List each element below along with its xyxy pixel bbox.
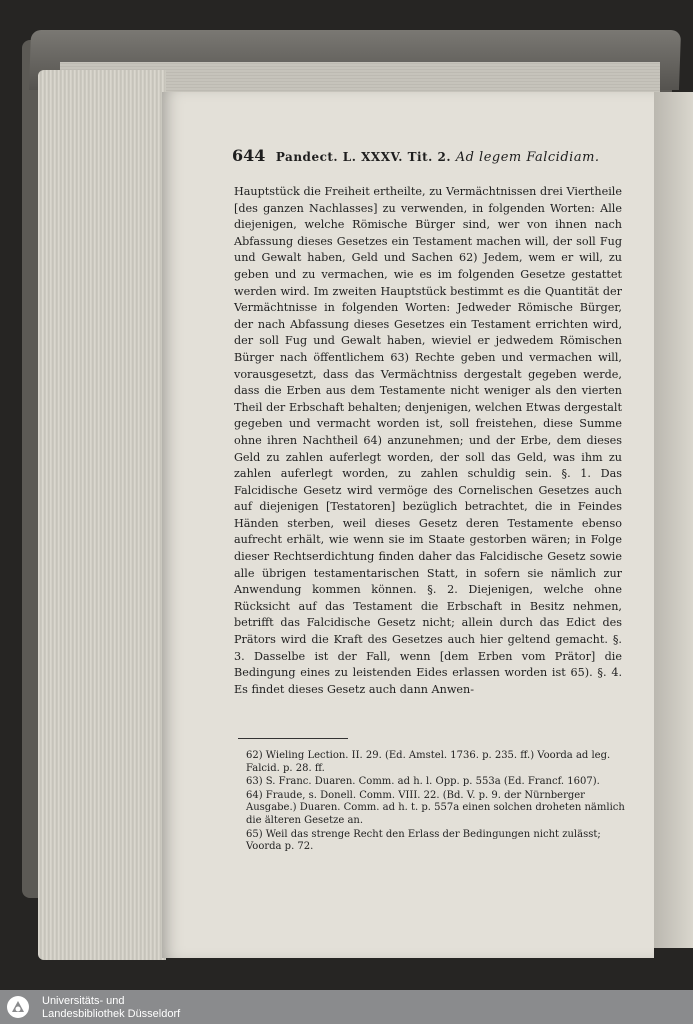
running-title bbox=[276, 150, 600, 164]
footnotes bbox=[246, 750, 626, 855]
page-stack-edge bbox=[38, 70, 166, 960]
footnote-rule bbox=[238, 738, 348, 739]
footnote: 63) S. Franc. Duaren. Comm. ad h. l. Opp. p. 553a (Ed. Francf. 1607). bbox=[246, 776, 600, 788]
running-title-text: Pandect. L. XXXV. Tit. 2. bbox=[275, 150, 451, 164]
library-logo-icon bbox=[6, 995, 30, 1019]
library-name bbox=[42, 995, 180, 1021]
body-text: Hauptstück die Freiheit ertheilte, zu Vermächtnissen drei Viertheile [des ganzen Nachlasses] zu verwenden, in folgenden Worten: Alle diejenigen, welche Römische Bürger sind, wer von ihnen nach Abfassung dieses Gesetzes ein Testament machen will, der soll Fug und Gewalt haben, Geld und Sachen 62) Jedem, wem er will, zu geben und zu vermachen, wie es im folgenden Gesetze gestattet werden wird. Im zweiten Hauptstück bestimmt es die Quantität der Vermächtnisse in folgenden Worten: Jedweder Römische Bürger, der nach Abfassung dieses Gesetzes ein Testament errichten wird, der soll Fug und Gewalt haben, wieviel er jedwedem Römischen Bürger nach öffentlichem 63) Rechte geben und vermachen will, vorausgesetzt, dass das Vermächtniss dergestalt gegeben werde, dass die Erben aus dem Testamente nicht weniger als den vierten Theil der Erbschaft behalten; denjenigen, welchen Etwas dergestalt gegeben und vermacht worden ist, soll freistehen, diese Summe ohne ihren Nachtheil 64) anzunehmen; und der Erbe, dem dieses Geld zu zahlen auferlegt worden, der soll das Geld, was ihm zu zahlen auferlegt worden, zu zahlen schuldig sein. §. 1. Das Falcidische Gesetz wird vermöge des Cornelischen Gesetzes auch auf diejenigen [Testatoren] bezüglich betrachtet, die in Feindes Händen sterben, weil dieses Gesetz deren Testamente ebenso aufrecht erhält, wie wenn sie im Staate gestorben wären; in Folge dieser Rechtserdichtung finden daher das Falcidische Gesetz sowie alle übrigen testamentarischen Statt, in sofern sie nämlich zur Anwendung kommen können. §. 2. Diejenigen, welche ohne Rücksicht auf das Testament die Erbschaft in Besitz nehmen, betrifft das Falcidische Gesetz nicht; allein durch das Edict des Prätors wird die Kraft des Gesetzes auch hier geltend gemacht. §. 3. Dasselbe ist der Fall, wenn [dem Erben vom Prätor] die Bedingung eines zu leistenden Eides erlassen worden ist 65). §. 4. Es findet dieses Gesetz auch dann Anwen- bbox=[234, 185, 622, 696]
library-name-line2: Landesbibliothek Düsseldorf bbox=[42, 1008, 181, 1020]
library-footer bbox=[0, 990, 693, 1024]
footnote: 62) Wieling Lection. II. 29. (Ed. Amstel. 1736. p. 235. ff.) Voorda ad leg. Falcid. p. 28. ff. bbox=[246, 750, 611, 774]
footnote: 65) Weil das strenge Recht den Erlass der Bedingungen nicht zulässt; Voorda p. 72. bbox=[246, 828, 601, 853]
running-title-italic: Ad legem Falcidiam. bbox=[455, 150, 600, 165]
facing-page-edge bbox=[652, 92, 693, 948]
book-page bbox=[162, 92, 654, 958]
page-header bbox=[232, 146, 652, 168]
page-number: 644 bbox=[232, 146, 266, 165]
footnote: 64) Fraude, s. Donell. Comm. VIII. 22. (Bd. V. p. 9. der Nürnberger Ausgabe.) Duaren. Comm. ad h. t. p. 557a einen solchen droheten nämlich die älteren Gesetze an. bbox=[246, 789, 625, 826]
library-name-line1: Universitäts- und bbox=[42, 995, 125, 1007]
